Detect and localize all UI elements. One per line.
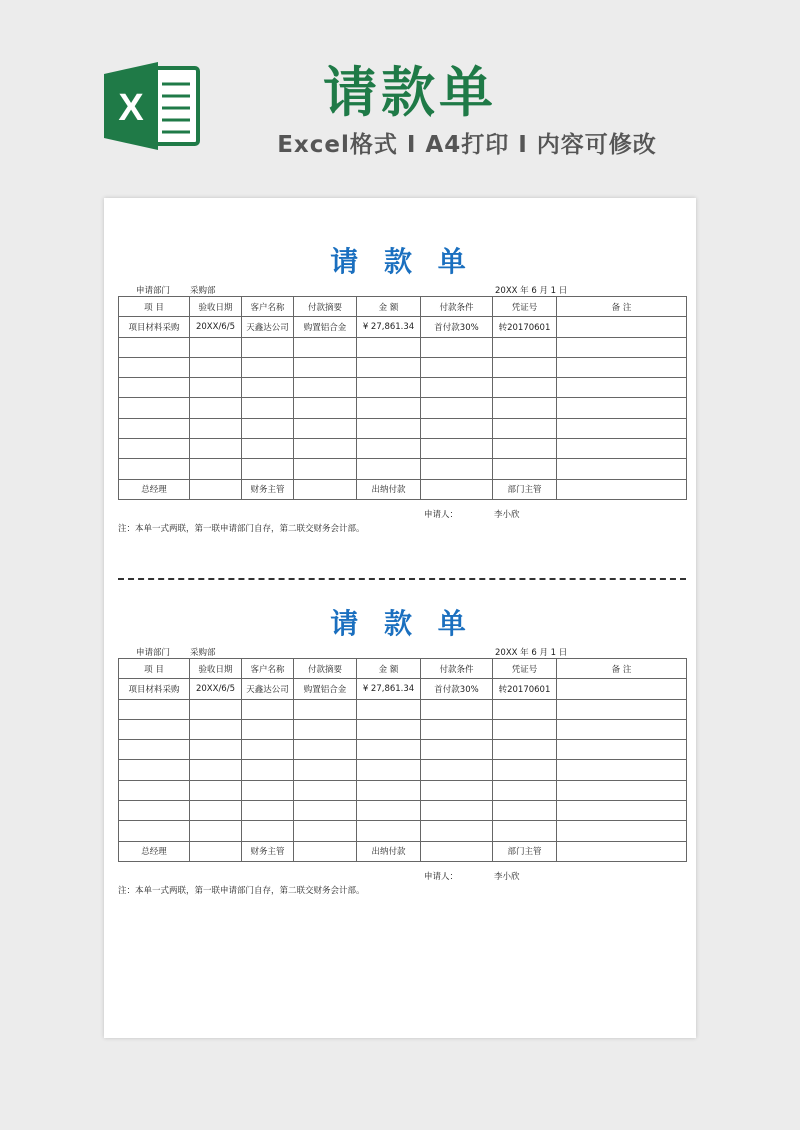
table-cell[interactable] <box>493 699 557 719</box>
table-cell[interactable] <box>294 418 357 438</box>
note-row <box>118 884 686 898</box>
table-cell[interactable] <box>242 699 294 719</box>
table-cell[interactable]: 转20170601 <box>493 679 557 699</box>
table-cell[interactable] <box>421 780 493 800</box>
signature-label: 总经理 <box>119 479 190 499</box>
col-header: 项 目 <box>119 659 190 679</box>
applicant-name: 李小欣 <box>494 871 520 882</box>
requisition-form-2 <box>118 604 686 898</box>
table-cell[interactable] <box>357 760 421 780</box>
table-cell[interactable] <box>119 740 190 760</box>
table-cell[interactable] <box>190 699 242 719</box>
table-row-empty <box>119 337 687 357</box>
table-cell[interactable] <box>357 740 421 760</box>
signature-cell[interactable] <box>294 841 357 861</box>
table-cell[interactable]: 首付款30% <box>421 679 493 699</box>
table-cell[interactable] <box>493 378 557 398</box>
page-subtitle: Excel格式 I A4打印 I 内容可修改 <box>277 132 657 158</box>
table-cell[interactable] <box>190 780 242 800</box>
table-row-empty <box>119 801 687 821</box>
dept-value: 采购部 <box>190 648 216 658</box>
table-cell[interactable] <box>421 719 493 739</box>
table-cell[interactable] <box>357 357 421 377</box>
table-cell[interactable] <box>557 719 687 739</box>
signature-cell[interactable] <box>421 479 493 499</box>
table-cell[interactable]: 20XX/6/5 <box>190 679 242 699</box>
table-cell[interactable]: 天鑫达公司 <box>242 679 294 699</box>
table-cell[interactable] <box>557 679 687 699</box>
table-header-row <box>119 659 687 679</box>
table-cell[interactable] <box>493 740 557 760</box>
table-row-empty <box>119 418 687 438</box>
table-cell[interactable] <box>294 821 357 841</box>
table-cell[interactable] <box>294 378 357 398</box>
col-header: 项 目 <box>119 297 190 317</box>
table-cell[interactable] <box>421 760 493 780</box>
table-cell[interactable] <box>493 780 557 800</box>
table-cell[interactable]: ¥ 27,861.34 <box>357 317 421 337</box>
form-title: 请 款 单 <box>330 245 474 278</box>
table-cell[interactable] <box>493 439 557 459</box>
table-cell[interactable] <box>294 357 357 377</box>
table-header-row <box>119 297 687 317</box>
payment-table <box>118 658 687 862</box>
form-note: 注：本单一式两联，第一联申请部门自存，第二联交财务会计部。 <box>118 885 365 896</box>
table-cell[interactable] <box>294 760 357 780</box>
col-header: 客户名称 <box>242 297 294 317</box>
table-cell[interactable] <box>119 780 190 800</box>
table-cell[interactable] <box>357 459 421 479</box>
note-row <box>118 522 686 536</box>
signature-label: 财务主管 <box>242 841 294 861</box>
signature-cell[interactable] <box>190 841 242 861</box>
table-cell[interactable] <box>357 699 421 719</box>
table-cell[interactable] <box>421 439 493 459</box>
table-cell[interactable] <box>242 821 294 841</box>
table-row-empty <box>119 821 687 841</box>
table-cell[interactable] <box>557 439 687 459</box>
table-cell[interactable] <box>493 357 557 377</box>
table-cell[interactable] <box>242 357 294 377</box>
table-row-empty <box>119 398 687 418</box>
table-cell[interactable] <box>493 398 557 418</box>
form-note: 注：本单一式两联，第一联申请部门自存，第二联交财务会计部。 <box>118 523 365 534</box>
col-header: 客户名称 <box>242 659 294 679</box>
table-cell[interactable] <box>119 699 190 719</box>
col-header: 凭证号 <box>493 297 557 317</box>
table-cell[interactable] <box>557 801 687 821</box>
dept-value: 采购部 <box>190 286 216 296</box>
table-cell[interactable] <box>242 398 294 418</box>
table-cell[interactable] <box>242 740 294 760</box>
table-cell[interactable] <box>357 418 421 438</box>
table-cell[interactable] <box>357 439 421 459</box>
col-header: 付款条件 <box>421 297 493 317</box>
table-cell[interactable] <box>190 821 242 841</box>
table-cell[interactable] <box>294 398 357 418</box>
table-row-empty <box>119 378 687 398</box>
table-cell[interactable] <box>190 801 242 821</box>
table-row-empty <box>119 760 687 780</box>
signature-label: 部门主管 <box>493 479 557 499</box>
table-cell[interactable] <box>557 699 687 719</box>
table-cell[interactable] <box>421 699 493 719</box>
table-cell[interactable]: ¥ 27,861.34 <box>357 679 421 699</box>
cut-line-divider <box>118 578 686 580</box>
applicant-name: 李小欣 <box>494 509 520 520</box>
table-cell[interactable] <box>557 337 687 357</box>
table-cell[interactable] <box>357 378 421 398</box>
form-meta <box>118 282 686 296</box>
table-cell[interactable]: 转20170601 <box>493 317 557 337</box>
signature-label: 总经理 <box>119 841 190 861</box>
table-cell[interactable] <box>557 418 687 438</box>
table-cell[interactable] <box>242 780 294 800</box>
table-cell[interactable] <box>421 418 493 438</box>
table-cell[interactable] <box>557 459 687 479</box>
col-header: 验收日期 <box>190 659 242 679</box>
signature-label: 财务主管 <box>242 479 294 499</box>
table-row-empty <box>119 439 687 459</box>
dept-label: 申请部门 <box>136 648 171 658</box>
applicant-row <box>118 508 686 522</box>
excel-icon <box>104 62 200 150</box>
applicant-row <box>118 870 686 884</box>
payment-table <box>118 296 687 500</box>
table-cell[interactable] <box>242 439 294 459</box>
table-cell[interactable] <box>294 780 357 800</box>
signature-row <box>119 841 687 861</box>
signature-cell[interactable] <box>557 479 687 499</box>
applicant-label: 申请人： <box>424 871 459 882</box>
signature-label: 出纳付款 <box>357 841 421 861</box>
table-row-empty <box>119 780 687 800</box>
table-cell[interactable] <box>190 439 242 459</box>
table-cell[interactable] <box>242 801 294 821</box>
table-cell[interactable] <box>119 357 190 377</box>
table-cell[interactable] <box>493 418 557 438</box>
table-cell[interactable]: 购置铝合金 <box>294 317 357 337</box>
table-cell[interactable] <box>190 337 242 357</box>
col-header: 备 注 <box>557 297 687 317</box>
table-cell[interactable] <box>119 378 190 398</box>
table-cell[interactable] <box>119 719 190 739</box>
signature-cell[interactable] <box>294 479 357 499</box>
table-cell[interactable] <box>242 337 294 357</box>
form-date: 20XX 年 6 月 1 日 <box>495 286 568 296</box>
table-cell[interactable] <box>421 801 493 821</box>
signature-row <box>119 479 687 499</box>
document-sheet <box>104 198 696 1038</box>
table-cell[interactable] <box>242 418 294 438</box>
table-cell[interactable] <box>493 337 557 357</box>
table-cell[interactable] <box>493 801 557 821</box>
table-cell[interactable] <box>119 821 190 841</box>
table-cell[interactable] <box>119 439 190 459</box>
table-cell[interactable] <box>357 821 421 841</box>
table-cell[interactable] <box>190 378 242 398</box>
table-cell[interactable] <box>119 337 190 357</box>
table-cell[interactable] <box>242 719 294 739</box>
table-cell[interactable]: 项目材料采购 <box>119 679 190 699</box>
table-cell[interactable] <box>557 317 687 337</box>
table-cell[interactable] <box>421 337 493 357</box>
table-cell[interactable] <box>493 459 557 479</box>
table-cell[interactable] <box>190 398 242 418</box>
table-cell[interactable] <box>294 337 357 357</box>
table-cell[interactable]: 项目材料采购 <box>119 317 190 337</box>
dept-label: 申请部门 <box>136 286 171 296</box>
table-row <box>119 679 687 699</box>
table-cell[interactable] <box>493 821 557 841</box>
table-cell[interactable] <box>357 337 421 357</box>
signature-cell[interactable] <box>557 841 687 861</box>
form-title: 请 款 单 <box>330 607 474 640</box>
table-cell[interactable] <box>557 780 687 800</box>
table-cell[interactable]: 天鑫达公司 <box>242 317 294 337</box>
col-header: 凭证号 <box>493 659 557 679</box>
table-cell[interactable] <box>119 760 190 780</box>
table-cell[interactable]: 首付款30% <box>421 317 493 337</box>
table-cell[interactable] <box>357 398 421 418</box>
table-row <box>119 317 687 337</box>
table-cell[interactable]: 购置铝合金 <box>294 679 357 699</box>
table-cell[interactable] <box>493 760 557 780</box>
table-cell[interactable] <box>119 801 190 821</box>
table-cell[interactable] <box>294 459 357 479</box>
table-cell[interactable] <box>421 821 493 841</box>
table-cell[interactable] <box>557 740 687 760</box>
table-cell[interactable] <box>421 740 493 760</box>
table-cell[interactable] <box>190 459 242 479</box>
table-cell[interactable] <box>242 378 294 398</box>
col-header: 金 额 <box>357 659 421 679</box>
table-cell[interactable] <box>190 418 242 438</box>
col-header: 付款条件 <box>421 659 493 679</box>
table-cell[interactable] <box>357 719 421 739</box>
table-cell[interactable] <box>557 821 687 841</box>
signature-cell[interactable] <box>421 841 493 861</box>
form-meta <box>118 644 686 658</box>
signature-label: 出纳付款 <box>357 479 421 499</box>
table-cell[interactable] <box>294 699 357 719</box>
table-row-empty <box>119 459 687 479</box>
col-header: 付款摘要 <box>294 659 357 679</box>
table-cell[interactable] <box>242 760 294 780</box>
page-title: 请款单 <box>323 61 497 124</box>
applicant-label: 申请人： <box>424 509 459 520</box>
table-row-empty <box>119 699 687 719</box>
table-cell[interactable] <box>421 398 493 418</box>
table-cell[interactable] <box>119 398 190 418</box>
table-cell[interactable] <box>119 459 190 479</box>
table-cell[interactable] <box>190 719 242 739</box>
table-cell[interactable] <box>421 378 493 398</box>
col-header: 备 注 <box>557 659 687 679</box>
table-cell[interactable]: 20XX/6/5 <box>190 317 242 337</box>
table-cell[interactable] <box>421 459 493 479</box>
col-header: 金 额 <box>357 297 421 317</box>
table-cell[interactable] <box>119 418 190 438</box>
table-cell[interactable] <box>294 439 357 459</box>
table-cell[interactable] <box>493 719 557 739</box>
table-cell[interactable] <box>242 459 294 479</box>
col-header: 付款摘要 <box>294 297 357 317</box>
table-cell[interactable] <box>557 760 687 780</box>
table-cell[interactable] <box>294 740 357 760</box>
table-cell[interactable] <box>421 357 493 377</box>
form-date: 20XX 年 6 月 1 日 <box>495 648 568 658</box>
table-row-empty <box>119 740 687 760</box>
table-row-empty <box>119 357 687 377</box>
table-cell[interactable] <box>357 780 421 800</box>
table-row-empty <box>119 719 687 739</box>
table-cell[interactable] <box>357 801 421 821</box>
table-cell[interactable] <box>294 801 357 821</box>
signature-cell[interactable] <box>190 479 242 499</box>
signature-label: 部门主管 <box>493 841 557 861</box>
table-cell[interactable] <box>557 378 687 398</box>
col-header: 验收日期 <box>190 297 242 317</box>
table-cell[interactable] <box>557 398 687 418</box>
table-cell[interactable] <box>190 357 242 377</box>
table-cell[interactable] <box>190 760 242 780</box>
table-cell[interactable] <box>294 719 357 739</box>
table-cell[interactable] <box>557 357 687 377</box>
requisition-form-1 <box>118 242 686 536</box>
excel-logo-letter: X <box>118 87 144 129</box>
table-cell[interactable] <box>190 740 242 760</box>
